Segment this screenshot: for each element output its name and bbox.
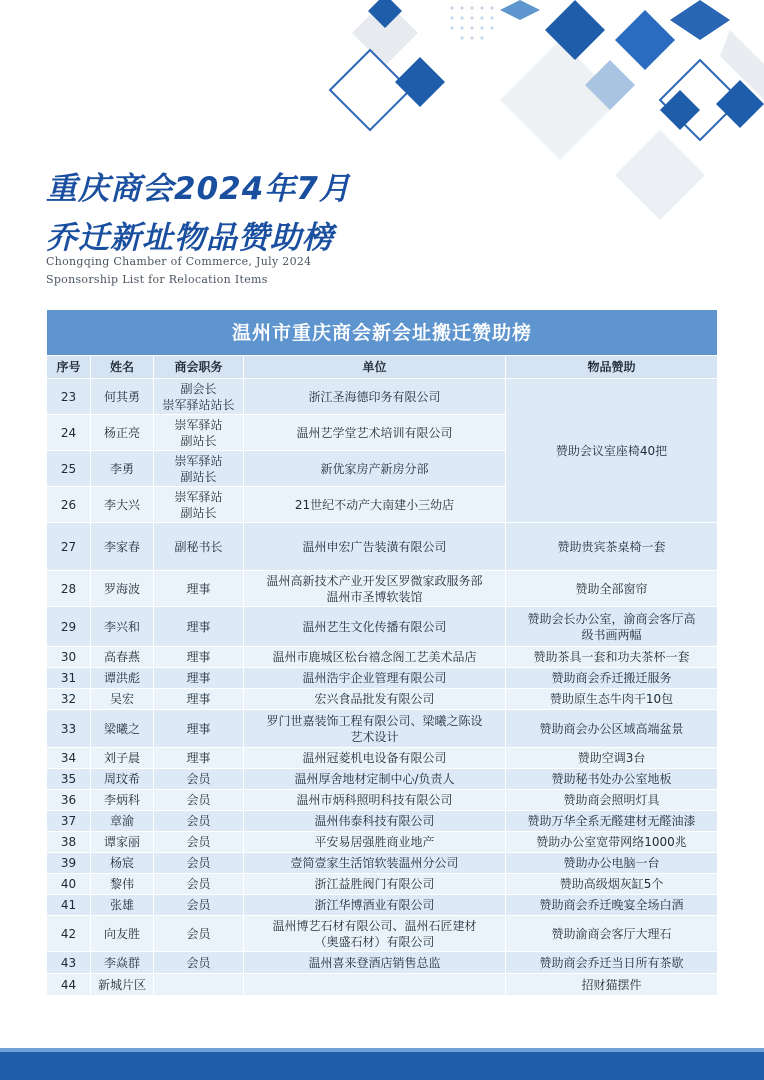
column-header-item: 物品赞助: [506, 356, 718, 379]
table-row: [47, 689, 718, 710]
cell-unit: 壹简壹家生活馆软装温州分公司: [244, 853, 506, 874]
cell-role: 会员: [154, 769, 244, 790]
cell-number: 24: [47, 415, 91, 451]
cell-unit: 温州冠菱机电设备有限公司: [244, 748, 506, 769]
cell-name: 张雄: [91, 895, 154, 916]
cell-name: 向友胜: [91, 916, 154, 952]
cell-item: 赞助原生态牛肉干10包: [506, 689, 718, 710]
cell-number: 31: [47, 668, 91, 689]
cell-number: 44: [47, 974, 91, 996]
cell-number: 26: [47, 487, 91, 523]
cell-number: 43: [47, 952, 91, 974]
cell-unit: 温州市炳科照明科技有限公司: [244, 790, 506, 811]
cell-unit: 温州艺生文化传播有限公司: [244, 607, 506, 647]
cell-number: 37: [47, 811, 91, 832]
cell-number: 41: [47, 895, 91, 916]
cell-name: 吴宏: [91, 689, 154, 710]
page-title-line-1: 重庆商会2024年7月: [46, 171, 351, 207]
cell-item: 赞助会议室座椅40把: [506, 379, 718, 523]
cell-role: 理事: [154, 689, 244, 710]
cell-role: 理事: [154, 571, 244, 607]
cell-unit: 温州浩宇企业管理有限公司: [244, 668, 506, 689]
cell-item: 赞助商会照明灯具: [506, 790, 718, 811]
column-header-name: 姓名: [91, 356, 154, 379]
cell-number: 39: [47, 853, 91, 874]
cell-number: 35: [47, 769, 91, 790]
cell-name: 谭家丽: [91, 832, 154, 853]
table-row: [47, 790, 718, 811]
cell-role: 会员: [154, 952, 244, 974]
cell-item: 赞助茶具一套和功夫茶杯一套: [506, 647, 718, 668]
cell-role: 会员: [154, 832, 244, 853]
column-header-number: 序号: [47, 356, 91, 379]
table-row: [47, 916, 718, 952]
cell-role: 崇军驿站 副站长: [154, 451, 244, 487]
table-row: [47, 895, 718, 916]
cell-item: 赞助渝商会客厅大理石: [506, 916, 718, 952]
cell-role: 副秘书长: [154, 523, 244, 571]
cell-number: 30: [47, 647, 91, 668]
cell-unit: 温州市鹿城区松台禧念阁工艺美术品店: [244, 647, 506, 668]
column-header-unit: 单位: [244, 356, 506, 379]
footer-stripe: [0, 1048, 764, 1052]
english-subtitle-line-2: Sponsorship List for Relocation Items: [46, 273, 268, 286]
cell-unit: 温州申宏广告装潢有限公司: [244, 523, 506, 571]
cell-unit: 宏兴食品批发有限公司: [244, 689, 506, 710]
cell-name: 李兴和: [91, 607, 154, 647]
cell-number: 34: [47, 748, 91, 769]
cell-unit: 温州博艺石材有限公司、温州石匠建材 （奥盛石材）有限公司: [244, 916, 506, 952]
table-row: [47, 811, 718, 832]
cell-name: 杨宸: [91, 853, 154, 874]
cell-name: 李大兴: [91, 487, 154, 523]
cell-number: 36: [47, 790, 91, 811]
cell-name: 梁曦之: [91, 710, 154, 748]
cell-number: 42: [47, 916, 91, 952]
cell-item: 赞助商会乔迁当日所有茶歇: [506, 952, 718, 974]
table-row: [47, 769, 718, 790]
cell-item: 赞助商会乔迁晚宴全场白酒: [506, 895, 718, 916]
cell-item: 赞助商会办公区域高端盆景: [506, 710, 718, 748]
cell-unit: 罗门世嘉装饰工程有限公司、梁曦之陈设 艺术设计: [244, 710, 506, 748]
cell-name: 李家春: [91, 523, 154, 571]
cell-name: 罗海波: [91, 571, 154, 607]
cell-unit: 浙江益胜阀门有限公司: [244, 874, 506, 895]
cell-number: 25: [47, 451, 91, 487]
cell-role: 会员: [154, 874, 244, 895]
cell-number: 29: [47, 607, 91, 647]
cell-unit: 浙江圣海德印务有限公司: [244, 379, 506, 415]
footer-bar: [0, 1048, 764, 1080]
cell-item: 赞助秘书处办公室地板: [506, 769, 718, 790]
cell-name: 刘子晨: [91, 748, 154, 769]
cell-number: 27: [47, 523, 91, 571]
cell-role: 崇军驿站 副站长: [154, 415, 244, 451]
cell-item: 赞助办公室宽带网络1000兆: [506, 832, 718, 853]
cell-name: 李炳科: [91, 790, 154, 811]
cell-name: 谭洪彪: [91, 668, 154, 689]
table-row: [47, 379, 718, 415]
cell-unit: 温州厚舍地材定制中心/负责人: [244, 769, 506, 790]
cell-role: [154, 974, 244, 996]
sponsorship-table: [46, 309, 718, 996]
cell-name: 周玟希: [91, 769, 154, 790]
cell-unit: 温州艺学堂艺术培训有限公司: [244, 415, 506, 451]
cell-role: 会员: [154, 790, 244, 811]
table-row: [47, 974, 718, 996]
cell-role: 会员: [154, 916, 244, 952]
table-body: [47, 379, 718, 996]
cell-role: 会员: [154, 853, 244, 874]
cell-role: 理事: [154, 647, 244, 668]
table-row: [47, 523, 718, 571]
cell-unit: 新优家房产新房分部: [244, 451, 506, 487]
cell-number: 40: [47, 874, 91, 895]
cell-number: 28: [47, 571, 91, 607]
cell-name: 新城片区: [91, 974, 154, 996]
cell-role: 理事: [154, 607, 244, 647]
cell-name: 李焱群: [91, 952, 154, 974]
cell-name: 李勇: [91, 451, 154, 487]
cell-role: 理事: [154, 710, 244, 748]
cell-role: 理事: [154, 748, 244, 769]
column-header-role: 商会职务: [154, 356, 244, 379]
cell-unit: 浙江华博酒业有限公司: [244, 895, 506, 916]
table-row: [47, 874, 718, 895]
cell-item: 赞助商会乔迁搬迁服务: [506, 668, 718, 689]
table-row: [47, 607, 718, 647]
english-subtitle-line-1: Chongqing Chamber of Commerce, July 2024: [46, 255, 312, 268]
cell-item: 赞助贵宾茶桌椅一套: [506, 523, 718, 571]
cell-role: 会员: [154, 895, 244, 916]
cell-item: 赞助会长办公室，渝商会客厅高 级书画两幅: [506, 607, 718, 647]
cell-item: 赞助空调3台: [506, 748, 718, 769]
cell-unit: 21世纪不动产大南建小三幼店: [244, 487, 506, 523]
table-row: [47, 832, 718, 853]
cell-name: 杨正亮: [91, 415, 154, 451]
page-title-line-2: 乔迁新址物品赞助榜: [46, 220, 334, 256]
cell-role: 会员: [154, 811, 244, 832]
cell-number: 38: [47, 832, 91, 853]
cell-unit: 温州喜来登酒店销售总监: [244, 952, 506, 974]
cell-item: 赞助高级烟灰缸5个: [506, 874, 718, 895]
table-row: [47, 710, 718, 748]
cell-unit: 温州伟泰科技有限公司: [244, 811, 506, 832]
cell-item: 赞助办公电脑一台: [506, 853, 718, 874]
cell-number: 33: [47, 710, 91, 748]
cell-role: 理事: [154, 668, 244, 689]
table-row: [47, 571, 718, 607]
cell-item: 招财猫摆件: [506, 974, 718, 996]
cell-name: 章渝: [91, 811, 154, 832]
cell-role: 崇军驿站 副站长: [154, 487, 244, 523]
table-row: [47, 647, 718, 668]
table-caption: 温州市重庆商会新会址搬迁赞助榜: [47, 310, 718, 356]
table-row: [47, 668, 718, 689]
cell-unit: 平安易居强胜商业地产: [244, 832, 506, 853]
cell-name: 高春燕: [91, 647, 154, 668]
cell-item: 赞助万华全系无醛建材无醛油漆: [506, 811, 718, 832]
cell-number: 23: [47, 379, 91, 415]
table-row: [47, 748, 718, 769]
cell-item: 赞助全部窗帘: [506, 571, 718, 607]
cell-unit: [244, 974, 506, 996]
cell-unit: 温州高新技术产业开发区罗微家政服务部 温州市圣博软装馆: [244, 571, 506, 607]
cell-name: 黎伟: [91, 874, 154, 895]
cell-name: 何其勇: [91, 379, 154, 415]
cell-number: 32: [47, 689, 91, 710]
table-row: [47, 853, 718, 874]
cell-role: 副会长 崇军驿站站长: [154, 379, 244, 415]
table-row: [47, 952, 718, 974]
